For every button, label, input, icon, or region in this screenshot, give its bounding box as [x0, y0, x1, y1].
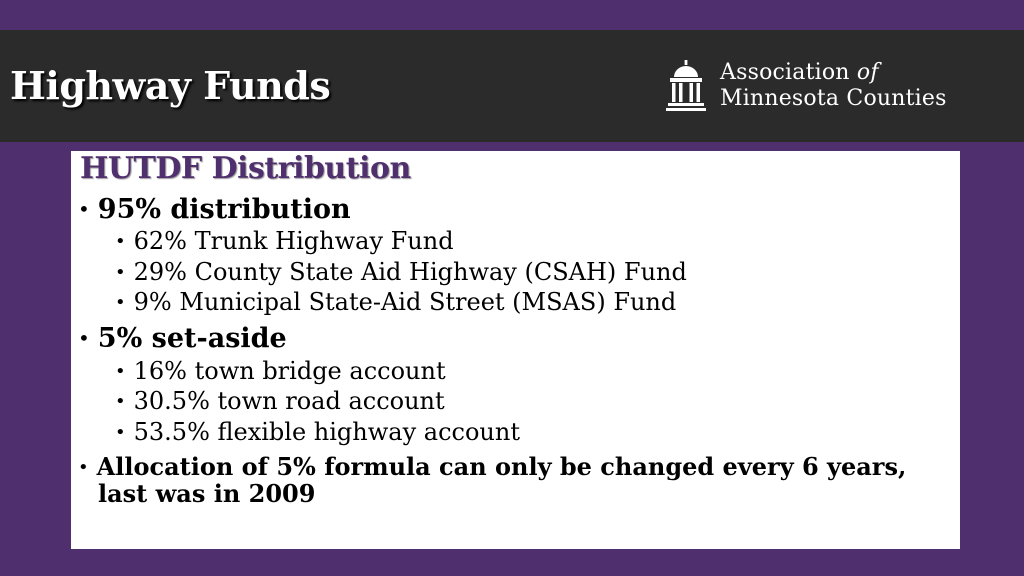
subbullet-text: 16% town bridge account — [133, 357, 446, 385]
bullet-5-set-aside — [78, 322, 287, 355]
organization-logo — [666, 58, 966, 114]
bullet-dot-icon: • — [78, 457, 89, 478]
bullet-dot-icon: • — [115, 391, 126, 412]
subbullet-flexible-highway — [115, 417, 520, 448]
bullet-text: 95% distribution — [97, 194, 351, 225]
subbullet-trunk-highway — [115, 226, 454, 257]
logo-text-line1 — [720, 60, 879, 86]
logo-of-word: of — [856, 60, 879, 85]
bullet-dot-icon: • — [78, 326, 90, 350]
bullet-dot-icon: • — [115, 361, 126, 382]
subbullet-text: 29% County State Aid Highway (CSAH) Fund — [133, 258, 687, 286]
bullet-dot-icon: • — [115, 292, 126, 313]
allocation-line-2: last was in 2009 — [98, 479, 316, 508]
bullet-dot-icon: • — [115, 422, 126, 443]
subbullet-town-road — [115, 386, 445, 417]
allocation-text-1: Allocation of 5% formula can only be changed every 6 years, — [96, 452, 907, 481]
subbullet-text: 30.5% town road account — [133, 387, 445, 415]
subbullet-text: 9% Municipal State-Aid Street (MSAS) Fund — [133, 288, 677, 316]
bullet-allocation-note — [78, 454, 938, 507]
bullet-dot-icon: • — [115, 262, 126, 283]
allocation-line-1 — [78, 454, 938, 481]
logo-association-word: Association — [720, 60, 850, 85]
subbullet-text: 53.5% flexible highway account — [133, 418, 520, 446]
slide-title: Highway Funds — [10, 63, 331, 108]
content-panel — [71, 151, 960, 549]
subbullet-msas — [115, 287, 676, 318]
content-heading: HUTDF Distribution — [80, 151, 411, 186]
bullet-dot-icon: • — [115, 231, 126, 252]
bullet-95-distribution — [78, 193, 351, 226]
bullet-text: 5% set-aside — [97, 323, 287, 354]
subbullet-town-bridge — [115, 356, 446, 387]
top-border-band — [0, 0, 1024, 30]
bullet-dot-icon: • — [78, 197, 90, 221]
capitol-building-icon — [666, 60, 706, 112]
subbullet-text: 62% Trunk Highway Fund — [133, 227, 454, 255]
subbullet-csah — [115, 257, 687, 288]
logo-text-line2: Minnesota Counties — [720, 86, 947, 111]
